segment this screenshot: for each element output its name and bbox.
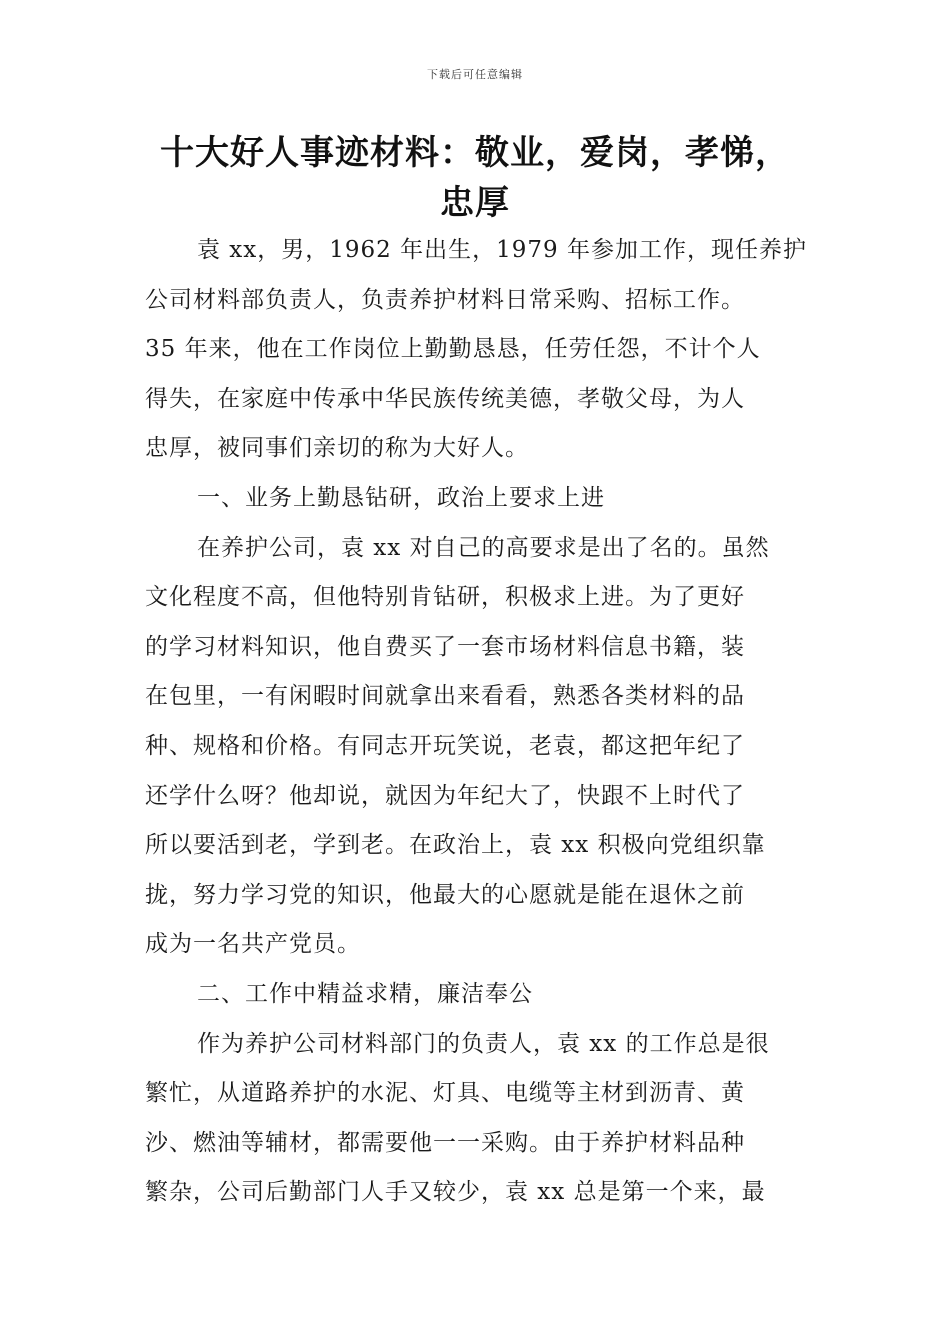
document-body (145, 226, 810, 1218)
paragraph-line: 在包里，一有闲暇时间就拿出来看看，熟悉各类材料的品 (145, 683, 745, 710)
document-title (120, 128, 830, 228)
paragraph-line: 沙、燃油等辅材，都需要他一一采购。由于养护材料品种 (145, 1129, 745, 1156)
section-heading-2: 二、工作中精益求精，廉洁奉公 (197, 980, 533, 1007)
paragraph-line: 种、规格和价格。有同志开玩笑说，老袁，都这把年纪了 (145, 732, 745, 759)
paragraph-line: 繁杂，公司后勤部门人手又较少，袁 xx 总是第一个来，最 (145, 1179, 766, 1206)
paragraph-line: 还学什么呀？他却说，就因为年纪大了，快跟不上时代了 (145, 782, 745, 809)
paragraph-line: 得失，在家庭中传承中华民族传统美德，孝敬父母，为人 (145, 385, 745, 412)
section-heading-1: 一、业务上勤恳钻研，政治上要求上进 (197, 484, 605, 511)
paragraph-line: 忠厚，被同事们亲切的称为大好人。 (145, 435, 529, 462)
paragraph-line: 文化程度不高，但他特别肯钻研，积极求上进。为了更好 (145, 584, 745, 611)
paragraph-line: 拢，努力学习党的知识，他最大的心愿就是能在退休之前 (145, 881, 745, 908)
paragraph-line: 在养护公司，袁 xx 对自己的高要求是出了名的。虽然 (197, 534, 770, 561)
paragraph-line: 的学习材料知识，他自费买了一套市场材料信息书籍，装 (145, 633, 745, 660)
title-line-2: 忠厚 (440, 183, 510, 223)
paragraph-line: 所以要活到老，学到老。在政治上，袁 xx 积极向党组织靠 (145, 832, 766, 859)
paragraph-line: 作为养护公司材料部门的负责人，袁 xx 的工作总是很 (197, 1030, 770, 1057)
paragraph-line: 公司材料部负责人，负责养护材料日常采购、招标工作。 (145, 286, 745, 313)
header-note: 下载后可任意编辑 (427, 68, 523, 81)
title-line-1: 十大好人事迹材料：敬业，爱岗，孝悌， (160, 133, 790, 173)
paragraph-line: 成为一名共产党员。 (145, 931, 361, 958)
paragraph-line: 35 年来，他在工作岗位上勤勤恳恳，任劳任怨，不计个人 (145, 336, 761, 363)
paragraph-line: 袁 xx，男，1962 年出生，1979 年参加工作，现任养护 (197, 237, 807, 263)
paragraph-line: 繁忙，从道路养护的水泥、灯具、电缆等主材到沥青、黄 (145, 1080, 745, 1107)
